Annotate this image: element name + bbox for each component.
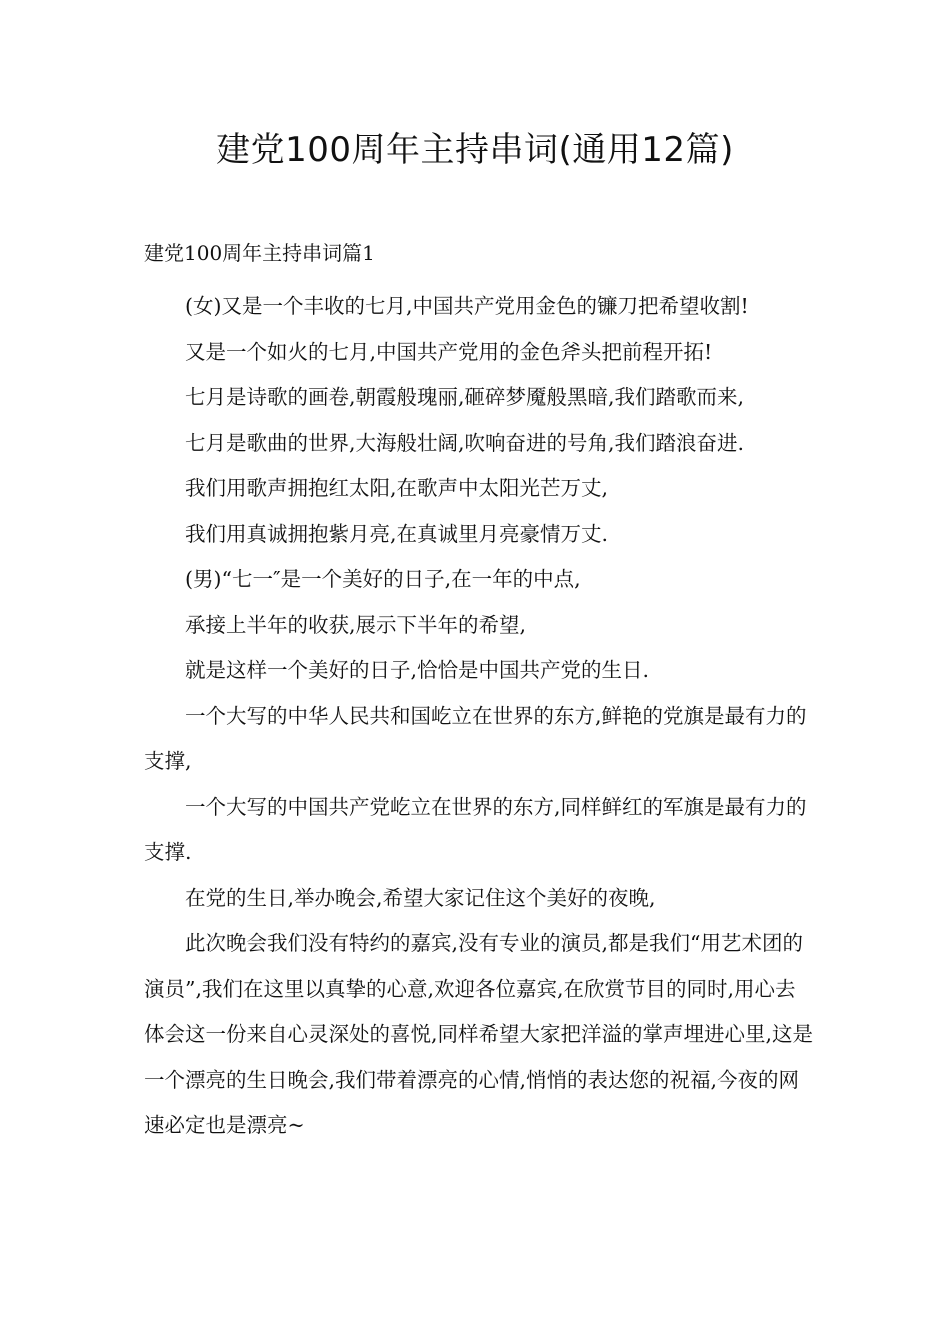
paragraph: (男)“七一″是一个美好的日子,在一年的中点, xyxy=(185,567,581,591)
paragraph: 承接上半年的收获,展示下半年的希望, xyxy=(185,612,527,637)
paragraph: 此次晚会我们没有特约的嘉宾,没有专业的演员,都是我们“用艺术团的演员”,我们在这里以真挚的心意,欢迎各位嘉宾,在欣赏节目的同时,用心去体会这一份来自心灵深处的喜悦,同样希望大家把洋溢的掌声埋进心里,这是一个漂亮的生日晚会,我们带着漂亮的心情,悄悄的表达您的祝福,今夜的网速必定也是漂亮~ xyxy=(144,931,814,1137)
paragraph: 我们用歌声拥抱红太阳,在歌声中太阳光芒万丈, xyxy=(185,476,609,500)
paragraph: 又是一个如火的七月,中国共产党用的金色斧头把前程开拓! xyxy=(185,339,713,364)
paragraph: 我们用真诚拥抱紫月亮,在真诚里月亮豪情万丈. xyxy=(185,521,609,546)
paragraph: 一个大写的中国共产党屹立在世界的东方,同样鲜红的军旗是最有力的支撑. xyxy=(144,794,807,864)
paragraph: 在党的生日,举办晚会,希望大家记住这个美好的夜晚, xyxy=(185,885,656,910)
document-title: 建党100周年主持串词(通用12篇) xyxy=(216,130,734,170)
paragraph: 七月是诗歌的画卷,朝霞般瑰丽,砸碎梦魇般黑暗,我们踏歌而来, xyxy=(185,385,745,409)
paragraph: 七月是歌曲的世界,大海般壮阔,吹响奋进的号角,我们踏浪奋进. xyxy=(185,430,745,455)
paragraph: (女)又是一个丰收的七月,中国共产党用金色的镰刀把希望收割! xyxy=(185,294,749,318)
section-heading: 建党100周年主持串词篇1 xyxy=(144,241,375,265)
paragraph: 一个大写的中华人民共和国屹立在世界的东方,鲜艳的党旗是最有力的支撑, xyxy=(144,703,807,773)
document-body xyxy=(144,284,814,1149)
paragraph: 就是这样一个美好的日子,恰恰是中国共产党的生日. xyxy=(185,658,650,682)
